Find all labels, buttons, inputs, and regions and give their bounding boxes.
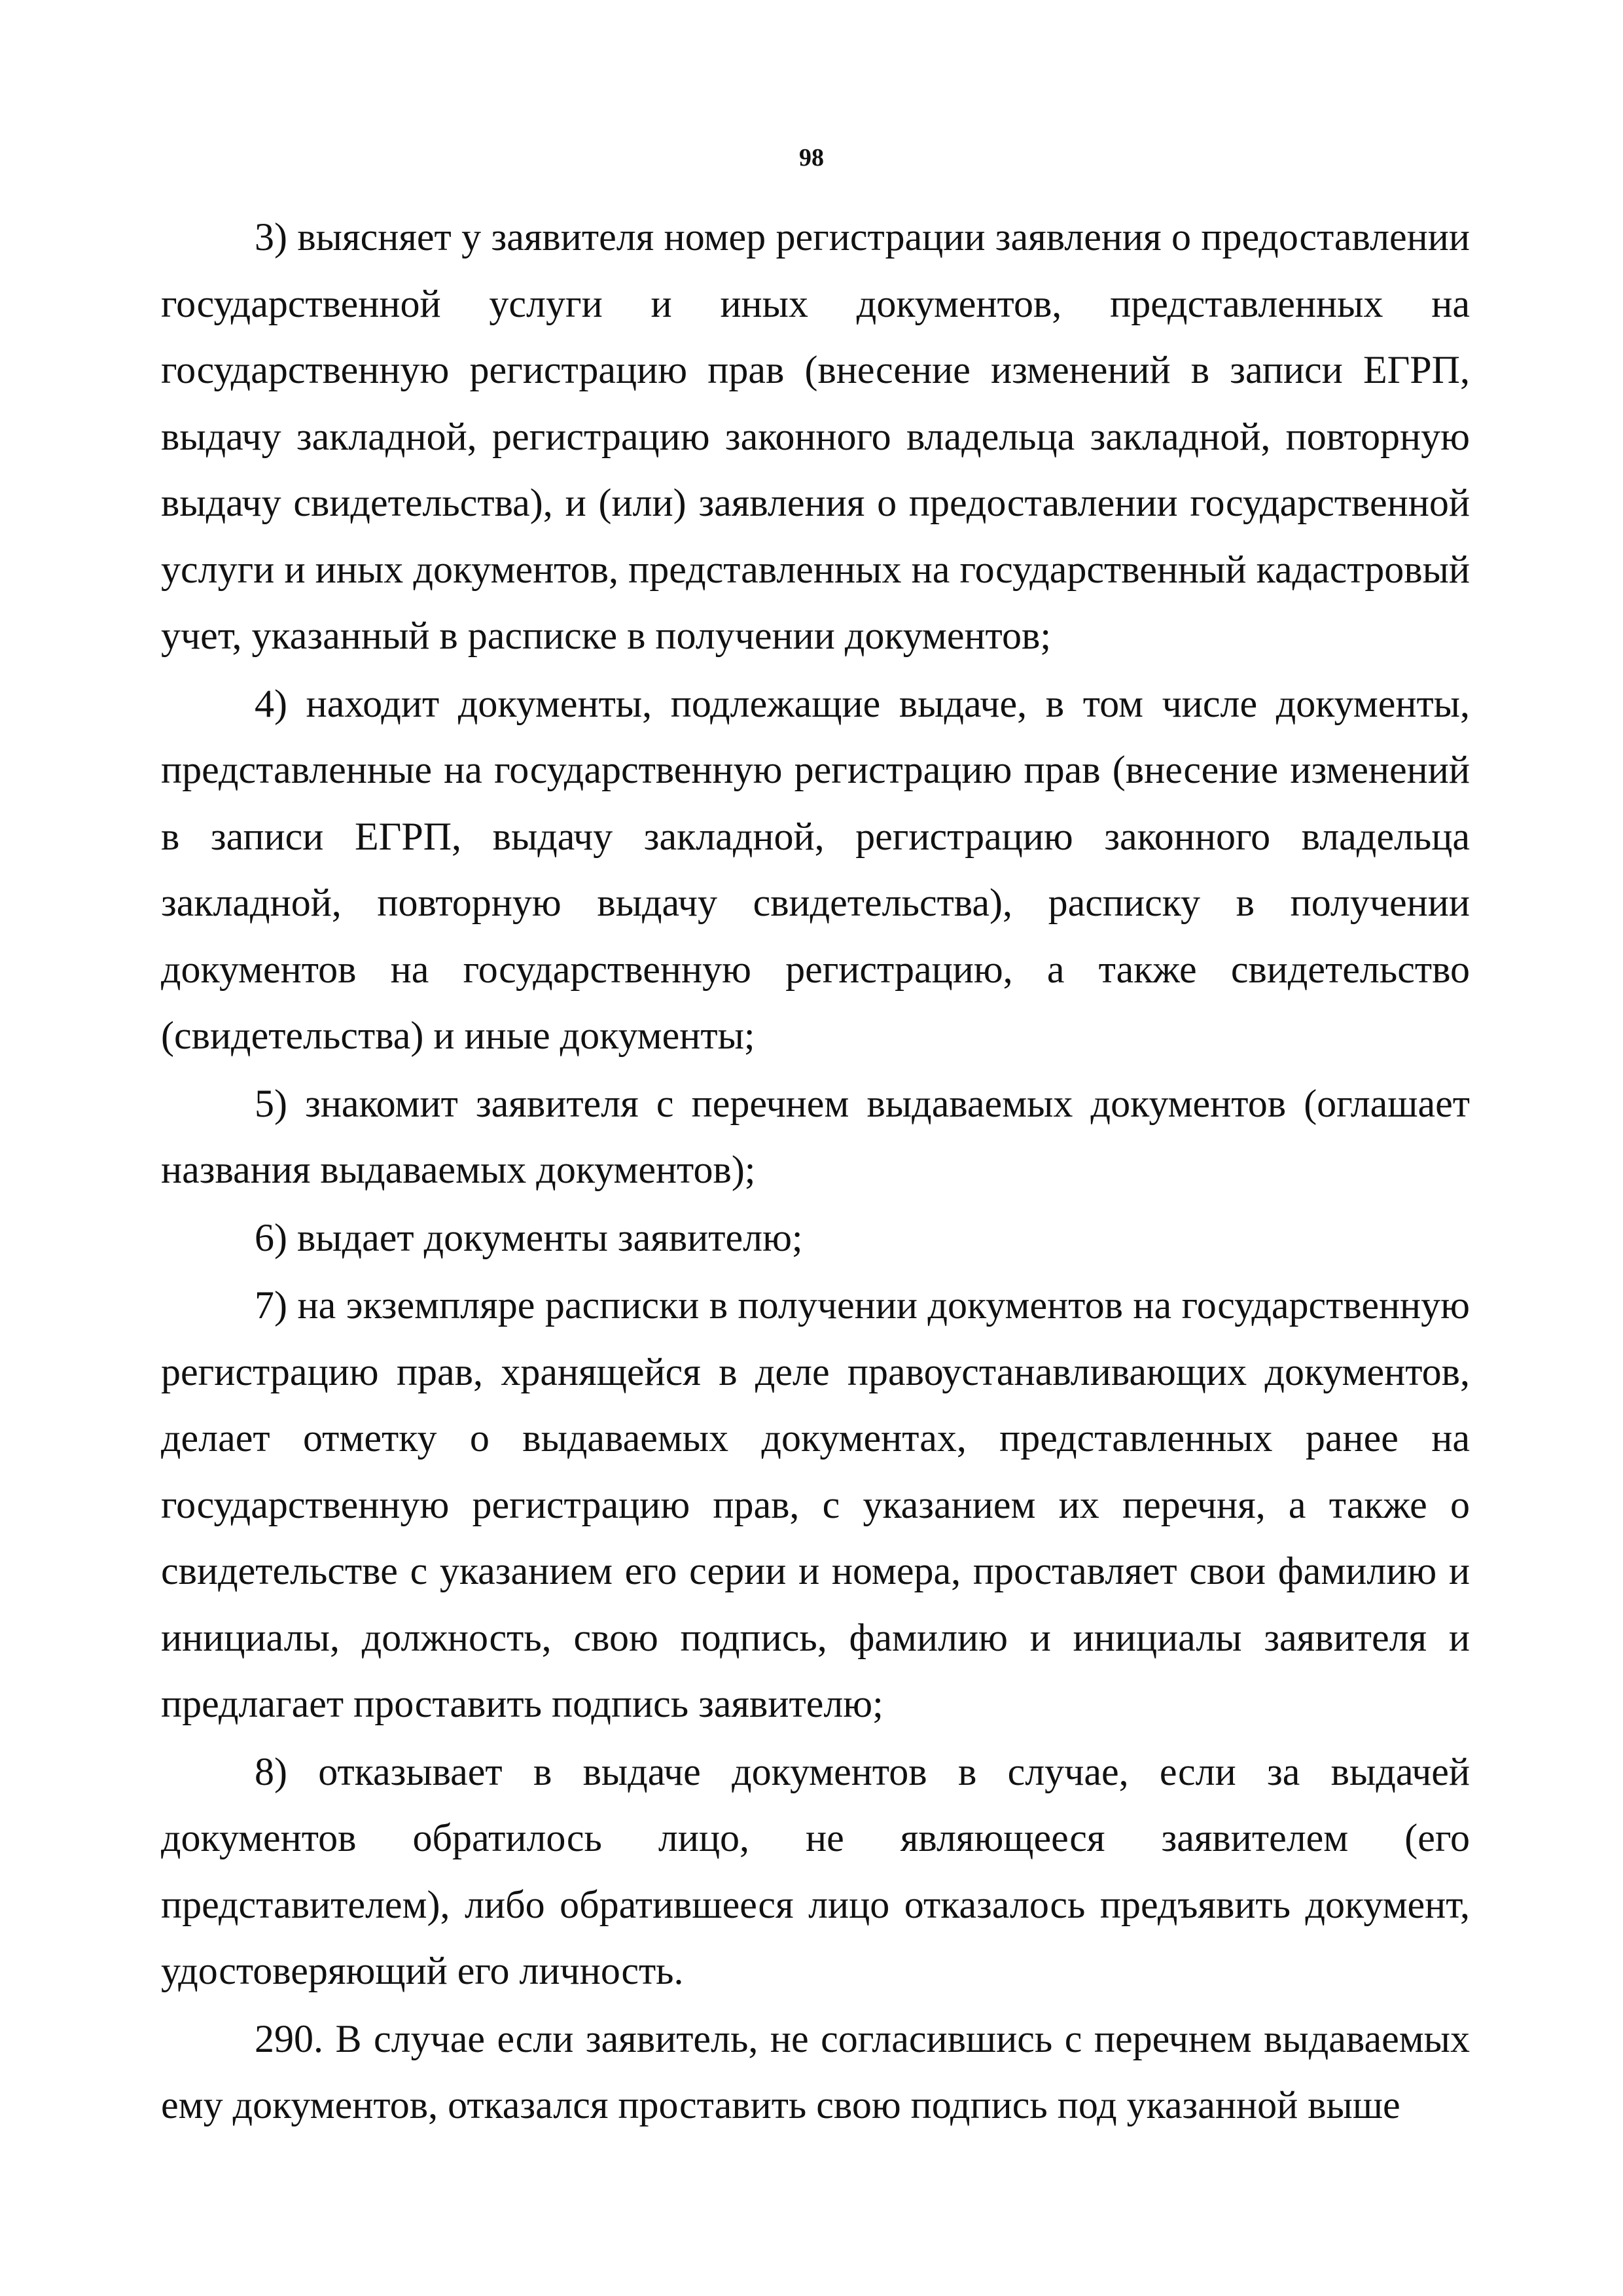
paragraph-item-4: 4) находит документы, подлежащие выдаче, в том числе документы, представленные на государственную регистрацию прав (внесение изменений в записи ЕГРП, выдачу закладной, регистрацию законного владельца закладной, повторную выдачу свидетельства), расписку в получении документов на государственную регистрацию, а также свидетельство (свидетельства) и иные документы; [161, 681, 1470, 1057]
paragraph-item-6: 6) выдает документы заявителю; [255, 1215, 803, 1259]
page-number: 98 [799, 144, 824, 171]
paragraph-item-8: 8) отказывает в выдаче документов в случае, если за выдачей документов обратилось лицо, не являющееся заявителем (его представителем), либо обратившееся лицо отказалось предъявить документ, удостоверяющий его личность. [161, 1749, 1470, 1992]
paragraph-item-7: 7) на экземпляре расписки в получении документов на государственную регистрацию прав, хранящейся в деле правоустанавливающих документов, делает отметку о выдаваемых документах, представленных ранее на государственную регистрацию прав, с указанием их перечня, а также о свидетельстве с указанием его серии и номера, проставляет свои фамилию и инициалы, должность, свою подпись, фамилию и инициалы заявителя и предлагает проставить подпись заявителю; [161, 1283, 1470, 1725]
paragraph-item-3: 3) выясняет у заявителя номер регистрации заявления о предоставлении государственной услуги и иных документов, представленных на государственную регистрацию прав (внесение изменений в записи ЕГРП, выдачу закладной, регистрацию законного владельца закладной, повторную выдачу свидетельства), и (или) заявления о предоставлении государственной услуги и иных документов, представленных на государственный кадастровый учет, указанный в расписке в получении документов; [161, 215, 1470, 657]
document-body [161, 204, 1470, 2140]
paragraph-290: 290. В случае если заявитель, не согласившись с перечнем выдаваемых ему документов, отказался проставить свою подпись под указанной выше [161, 2017, 1470, 2126]
paragraph-item-5: 5) знакомит заявителя с перечнем выдаваемых документов (оглашает названия выдаваемых документов); [161, 1081, 1470, 1191]
